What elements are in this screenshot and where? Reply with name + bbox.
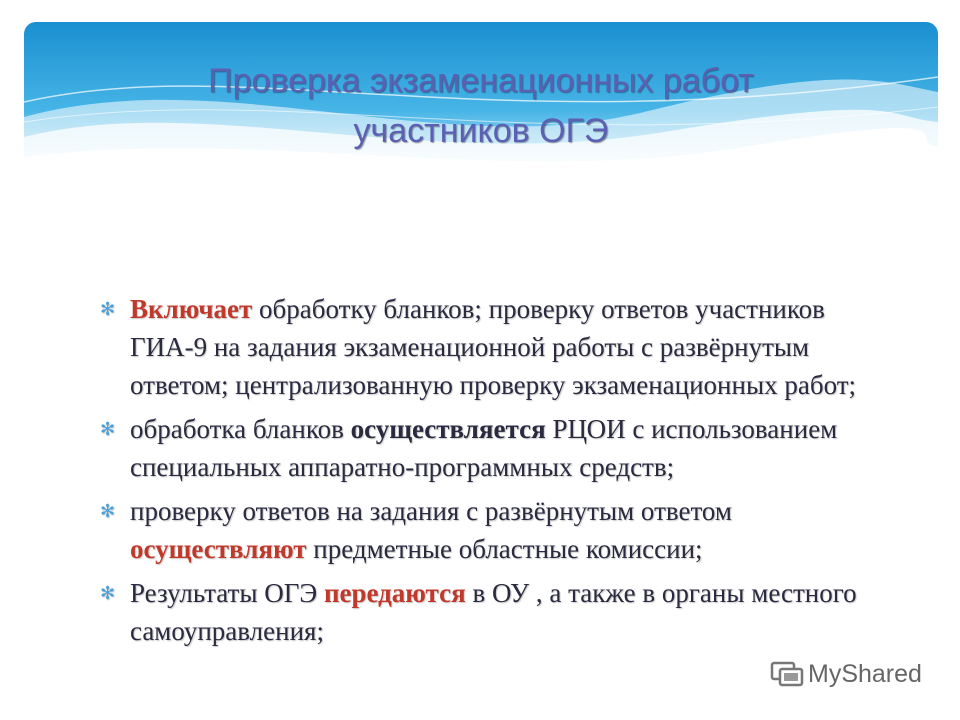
emphasis-text: Включает [130,294,253,324]
emphasis-text: передаются [323,578,466,608]
slide-title [24,56,938,156]
snowflake-bullet-icon: ✻ [100,501,116,521]
bullet-list [100,290,880,656]
item-text: проверку ответов на задания с развёрнутым ответом [130,496,732,526]
title-line-2: участников ОГЭ [353,112,609,150]
list-item [100,410,880,486]
list-item [100,492,880,568]
item-text: Результаты ОГЭ [130,578,324,608]
list-item [100,574,880,650]
emphasis-text: осуществляется [350,414,546,444]
item-text: обработку бланков; проверку ответов участников ГИА-9 на задания экзаменационной работы с развёрнутым ответом; централизованную проверку экзаменационных работ; [130,294,857,400]
snowflake-bullet-icon: ✻ [100,419,116,439]
item-text: обработка бланков [130,414,351,444]
watermark-text: MyShared [808,659,922,688]
item-text: РЦОИ с использованием специальных аппаратно-программных средств; [130,414,838,482]
title-line-1: Проверка экзаменационных работ [208,62,754,100]
emphasis-text: осуществляют [130,534,307,564]
item-text: предметные областные комиссии; [306,534,703,564]
list-item [100,290,880,404]
myshared-logo-icon [770,659,804,689]
snowflake-bullet-icon: ✻ [100,583,116,603]
snowflake-bullet-icon: ✻ [100,299,116,319]
item-text: в ОУ , а также в органы местного самоуправления; [130,578,857,646]
myshared-watermark[interactable] [766,656,926,692]
